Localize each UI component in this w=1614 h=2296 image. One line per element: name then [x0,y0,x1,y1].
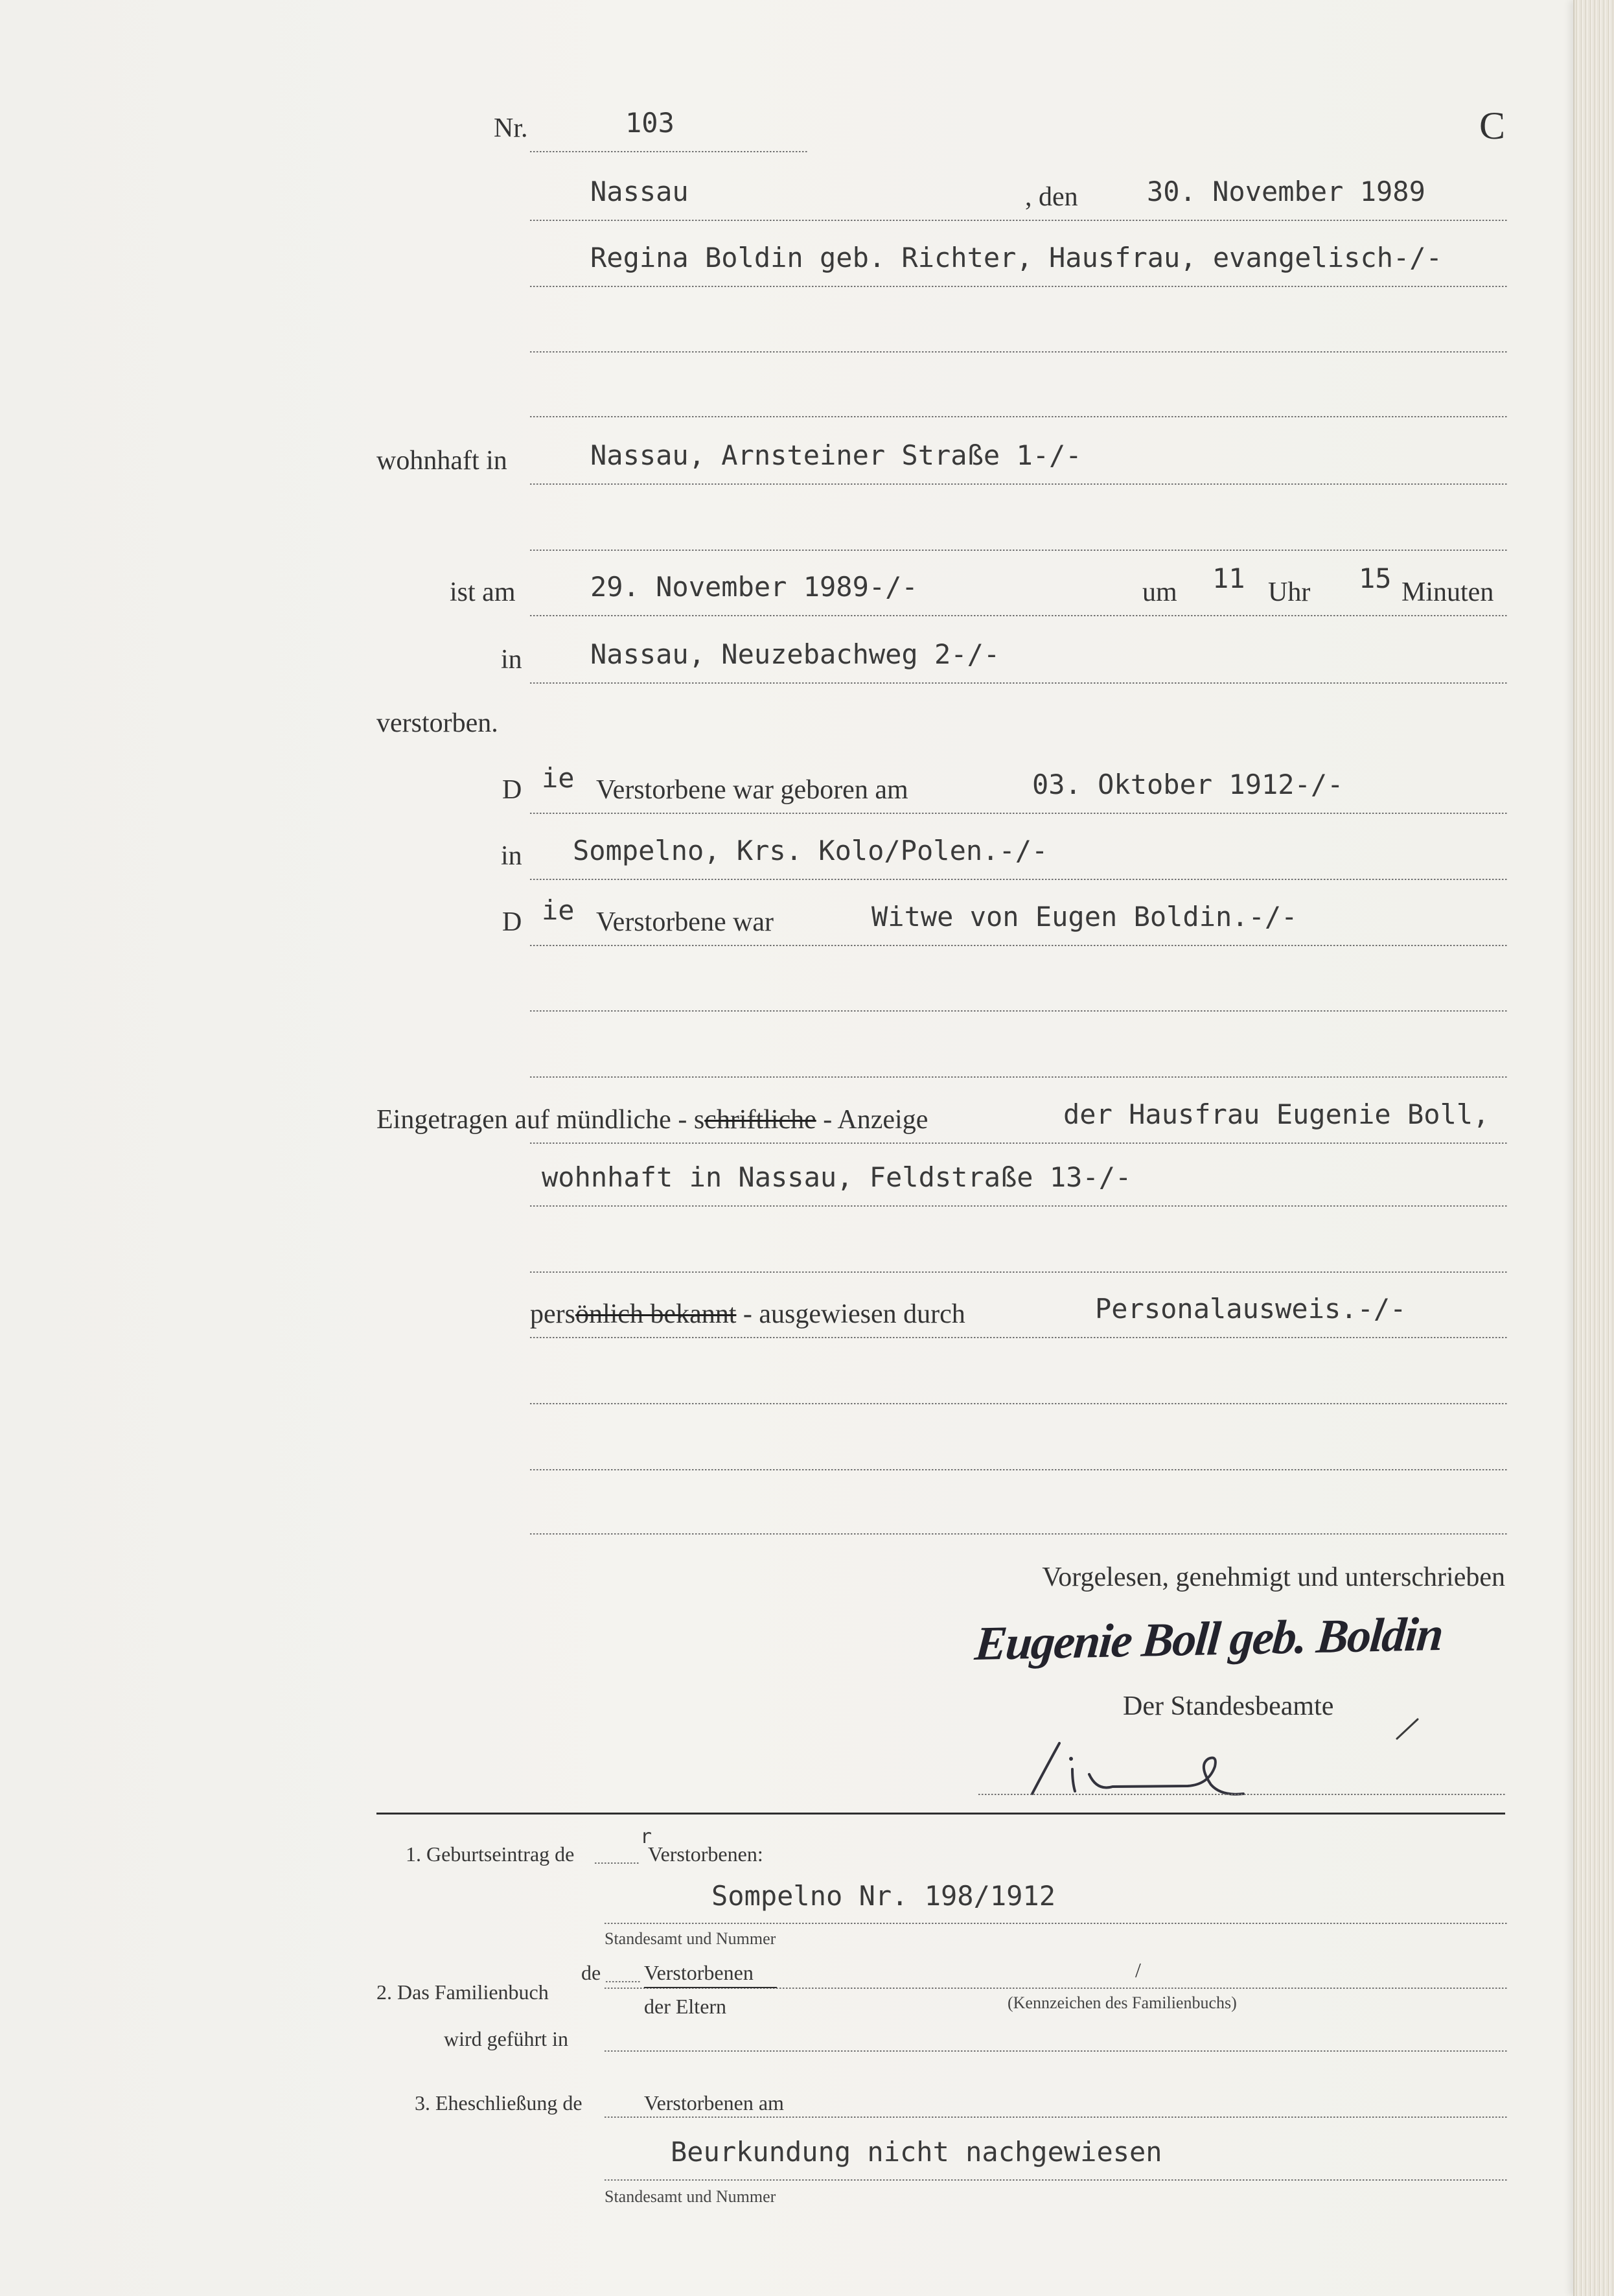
dotted-line [530,351,1508,353]
dotted-line [530,945,1508,946]
read-approved-label: Vorgelesen, genehmigt und unterschrieben [1042,1562,1505,1592]
dotted-line [530,286,1508,287]
registration-text [376,1106,928,1133]
um-label: um [1142,577,1177,607]
dotted-line [530,615,1508,616]
informant-address: wohnhaft in Nassau, Feldstraße 13-/- [542,1161,1132,1193]
official-label: Der Standesbeamte [1123,1691,1334,1721]
registry-caption: Standesamt und Nummer [605,1929,776,1948]
dotted-line [530,1142,1508,1144]
born-label: Verstorbene war geboren am [596,775,908,805]
birth-date: 03. Oktober 1912-/- [1032,769,1344,800]
status-label: Verstorbene war [596,907,774,937]
status-article-suffix: ie [542,894,575,926]
form-letter: C [1479,104,1506,147]
dotted-line [978,1794,1505,1795]
page-stack-edge [1573,0,1614,2296]
birth-entry-superscript: r [640,1826,652,1848]
choice-underline [644,1987,777,1988]
dotted-line [595,1862,639,1864]
identification-text [530,1301,965,1328]
registration-suffix: - Anzeige [816,1105,928,1135]
dotted-line [530,1205,1508,1207]
minuten-label: Minuten [1401,577,1494,607]
deceased-name: Regina Boldin geb. Richter, Hausfrau, evangelisch-/- [590,242,1442,273]
death-in-label: in [501,645,522,675]
dotted-line [605,1923,1508,1924]
dotted-line [530,416,1508,417]
nr-value: 103 [625,107,674,139]
dotted-line [530,879,1508,880]
registration-prefix: Eingetragen auf mündliche - [376,1105,694,1135]
dotted-line [530,1076,1508,1078]
dotted-line [605,2179,1508,2181]
nr-label: Nr. [494,113,528,143]
marriage-value: Beurkundung nicht nachgewiesen [671,2136,1162,2168]
birth-place: Sompelno, Krs. Kolo/Polen.-/- [573,835,1048,866]
written-option-struck: chriftliche [704,1105,816,1135]
registry-place: Nassau [590,176,689,207]
dotted-line [530,1010,1508,1012]
birth-article-suffix: ie [542,762,575,794]
dotted-line [530,220,1508,221]
family-book-parents: der Eltern [644,1995,727,2018]
dotted-line [606,1981,641,1982]
kept-in-label: wird geführt in [444,2027,568,2050]
dotted-line [530,1469,1508,1470]
death-minutes: 15 [1359,562,1392,594]
id-document: Personalausweis.-/- [1095,1293,1407,1325]
dotted-line [530,1337,1508,1338]
registrar-signature [1027,1729,1247,1803]
uhr-label: Uhr [1268,577,1311,607]
dotted-line [530,1533,1508,1535]
family-book-deceased: Verstorbenen [644,1961,754,1984]
birth-in-label: in [501,841,522,871]
status-d-label: D [502,907,522,937]
birth-d-label: D [502,775,522,805]
dotted-line [530,1403,1508,1404]
dotted-line [605,2116,1508,2118]
identified-suffix: - ausgewiesen durch [736,1299,965,1329]
dotted-line [605,2050,1508,2052]
dotted-line [530,682,1508,684]
death-date: 29. November 1989-/- [590,571,918,603]
family-book-mark: / [1135,1958,1141,1982]
family-book-label: 2. Das Familienbuch [376,1980,549,2004]
ist-am-label: ist am [450,577,516,607]
birth-entry-label-cont: Verstorbenen: [648,1842,763,1866]
informant-signature: Eugenie Boll geb. Boldin [973,1607,1445,1671]
birth-entry-label: 1. Geburtseintrag de [406,1842,575,1866]
family-book-de: de [581,1961,601,1984]
dotted-line [530,151,809,152]
dotted-line [530,483,1508,485]
dotted-line [530,550,1508,551]
known-struck: önlich bekannt [575,1299,737,1329]
registration-date: 30. November 1989 [1147,176,1425,207]
residence-label: wohnhaft in [376,446,507,476]
registry-caption-2: Standesamt und Nummer [605,2187,776,2206]
known-unstruck: pers [530,1299,575,1329]
dotted-line [530,1271,1508,1273]
status-value: Witwe von Eugen Boldin.-/- [871,901,1298,933]
dotted-line [530,813,1508,814]
death-hour: 11 [1212,562,1245,594]
verstorben-label: verstorben. [376,708,498,738]
residence-value: Nassau, Arnsteiner Straße 1-/- [590,439,1082,471]
written-option-unstruck: s [693,1105,705,1135]
birth-entry-value: Sompelno Nr. 198/1912 [711,1880,1056,1912]
section-divider [376,1813,1505,1815]
informant: der Hausfrau Eugenie Boll, [1063,1098,1490,1130]
marriage-label-cont: Verstorbenen am [644,2091,784,2115]
family-book-caption: (Kennzeichen des Familienbuchs) [1008,1993,1237,2012]
pen-mark [1393,1714,1422,1743]
death-place: Nassau, Neuzebachweg 2-/- [590,638,1000,670]
marriage-label: 3. Eheschließung de [415,2091,582,2115]
den-label: , den [1025,182,1078,212]
